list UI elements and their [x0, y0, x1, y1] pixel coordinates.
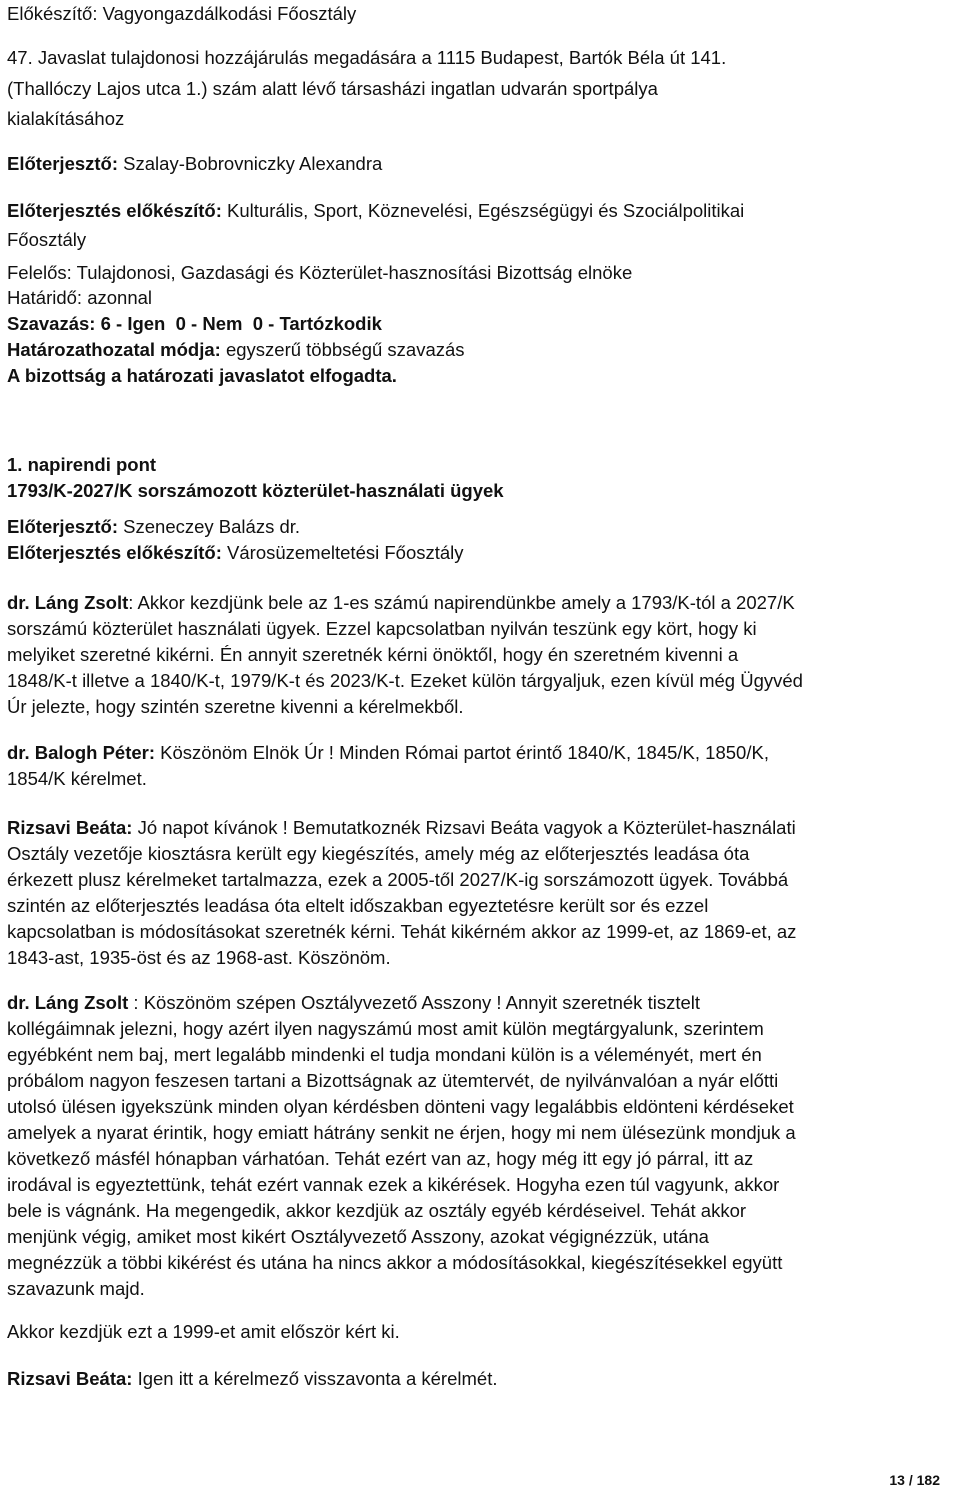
speaker-name: dr. Láng Zsolt — [7, 592, 129, 613]
agenda-presenter — [7, 515, 300, 539]
speech-4-line-6: amelyek a nyarat érintik, hogy emiatt hátrány senkit ne érjen, hogy mi nem ülésezünk mondjuk a — [7, 1122, 796, 1143]
speaker-name: Rizsavi Beáta: — [7, 817, 133, 838]
agenda-presenter-label: Előterjesztő: — [7, 516, 119, 537]
speech-4-line-12: szavazunk majd. — [7, 1278, 145, 1299]
speech-3-line-3: érkezett plusz kérelmeket tartalmazza, ezek a 2005-től 2027/K-ig sorszámozott ügyek. Továbbá — [7, 869, 789, 890]
speech-2-line-1 — [7, 741, 769, 765]
presenter-label: Előterjesztő: — [7, 153, 119, 174]
speech-3-line-6: 1843-ast, 1935-öst és az 1968-ast. Köszönöm. — [7, 947, 391, 968]
speech-1-line-3: melyiket szeretné kikérni. Én annyit szeretnék kérni önöktől, hogy én szeretném kivenni a — [7, 644, 739, 665]
speaker-name: Rizsavi Beáta: — [7, 1368, 133, 1389]
item-47-deadline: Határidő: azonnal — [7, 287, 153, 308]
speaker-name: dr. Láng Zsolt — [7, 992, 129, 1013]
speech-4-line-4: próbálom nagyon feszesen tartani a Bizottságnak az ütemtervét, de nyilvánvalóan a nyár előtti — [7, 1070, 779, 1091]
item-47-result: A bizottság a határozati javaslatot elfogadta. — [7, 365, 397, 386]
agenda-prep — [7, 541, 464, 565]
prep-label: Előterjesztés előkészítő: — [7, 200, 222, 221]
method-label: Határozathozatal módja: — [7, 339, 221, 360]
speech-4-line-2: kollégáimnak jelezni, hogy azért ilyen nagyszámú most amit külön megtárgyalunk, szerintem — [7, 1018, 764, 1039]
agenda-point: 1. napirendi pont — [7, 454, 157, 475]
speech-4-line-7: következő másfél hónapban várhatóan. Tehát ezért van az, hogy még itt egy jó párral, itt az — [7, 1148, 754, 1169]
speech-3-line-2: Osztály vezetője kiosztásra került egy kiegészítés, amely még az előterjesztés leadása óta — [7, 843, 750, 864]
agenda-presenter-name: Szeneczey Balázs dr. — [118, 516, 301, 537]
item-47-title-line-2: (Thallóczy Lajos utca 1.) szám alatt lévő társasházi ingatlan udvarán sportpálya — [7, 78, 658, 99]
last-speech — [7, 1367, 497, 1391]
item-47-vote: Szavazás: 6 - Igen 0 - Nem 0 - Tartózkodik — [7, 313, 382, 334]
method-value: egyszerű többségű szavazás — [220, 339, 465, 360]
closing-line: Akkor kezdjük ezt a 1999-et amit először kért ki. — [7, 1321, 400, 1342]
page-number: 13 / 182 — [889, 1472, 940, 1488]
presenter-name: Szalay-Bobrovniczky Alexandra — [118, 153, 383, 174]
speech-text: : Köszönöm szépen Osztályvezető Asszony ! Annyit szeretnék tisztelt — [128, 992, 700, 1013]
speech-1-line-5: Úr jelezte, hogy szintén szeretne kivenni a kérelmekből. — [7, 696, 464, 717]
speech-4-line-9: bele is vágnánk. Ha megengedik, akkor kezdjük az osztály egyéb kérdéseivel. Tehát akkor — [7, 1200, 747, 1221]
item-47-presenter — [7, 152, 382, 176]
speech-1-line-1 — [7, 591, 795, 615]
speech-4-line-5: utolsó ülésen igyekszünk minden olyan kérdésben dönteni vagy legalábbis eldönteni kérdéseket — [7, 1096, 794, 1117]
speech-2-line-2: 1854/K kérelmet. — [7, 768, 147, 789]
item-47-title-line-1: 47. Javaslat tulajdonosi hozzájárulás megadására a 1115 Budapest, Bartók Béla út 141. — [7, 47, 727, 68]
speech-text: Köszönöm Elnök Úr ! Minden Római partot érintő 1840/K, 1845/K, 1850/K, — [155, 742, 769, 763]
speech-text: : Akkor kezdjünk bele az 1-es számú napirendünkbe amely a 1793/K-tól a 2027/K — [128, 592, 795, 613]
item-47-title-line-3: kialakításához — [7, 108, 125, 129]
speech-text: Igen itt a kérelmező visszavonta a kérelmét. — [132, 1368, 498, 1389]
agenda-title: 1793/K-2027/K sorszámozott közterület-használati ügyek — [7, 480, 504, 501]
speech-4-line-8: irodával is egyeztettünk, tehát ezért vannak ezek a kikérések. Hogyha ezen túl vagyunk, akkor — [7, 1174, 780, 1195]
speech-4-line-1 — [7, 991, 700, 1015]
item-47-prep — [7, 199, 744, 223]
speech-1-line-4: 1848/K-t illetve a 1840/K-t, 1979/K-t és 2023/K-t. Ezeket külön tárgyaljuk, ezen kívül még Ügyvéd — [7, 670, 803, 691]
speech-4-line-10: menjünk végig, amiket most kikért Osztályvezető Asszony, azokat végignézzük, utána — [7, 1226, 709, 1247]
speech-3-line-4: szintén az előterjesztés leadása óta eltelt időszakban egyeztetésre került sor és ezzel — [7, 895, 709, 916]
speech-3-line-1 — [7, 816, 796, 840]
preparer-line: Előkészítő: Vagyongazdálkodási Főosztály — [7, 3, 357, 24]
speaker-name: dr. Balogh Péter: — [7, 742, 156, 763]
speech-4-line-11: megnézzük a többi kikérést és utána ha nincs akkor a módosításokkal, kiegészítésekkel együtt — [7, 1252, 783, 1273]
item-47-prep-line-2: Főosztály — [7, 229, 87, 250]
agenda-prep-label: Előterjesztés előkészítő: — [7, 542, 222, 563]
agenda-prep-value: Városüzemeltetési Főosztály — [221, 542, 464, 563]
item-47-method — [7, 338, 465, 362]
speech-4-line-3: egyébként nem baj, mert legalább mindenki el tudja mondani külön is a véleményét, mert én — [7, 1044, 762, 1065]
speech-1-line-2: sorszámú közterület használati ügyek. Ezzel kapcsolatban nyilván teszünk egy kört, hogy ki — [7, 618, 757, 639]
prep-value: Kulturális, Sport, Köznevelési, Egészségügyi és Szociálpolitikai — [221, 200, 745, 221]
item-47-responsible: Felelős: Tulajdonosi, Gazdasági és Közterület-hasznosítási Bizottság elnöke — [7, 262, 633, 283]
speech-3-line-5: kapcsolatban is módosításokat szeretnék kérni. Tehát kikérném akkor az 1999-et, az 1869-et, az — [7, 921, 797, 942]
speech-text: Jó napot kívánok ! Bemutatkoznék Rizsavi Beáta vagyok a Közterület-használati — [132, 817, 796, 838]
